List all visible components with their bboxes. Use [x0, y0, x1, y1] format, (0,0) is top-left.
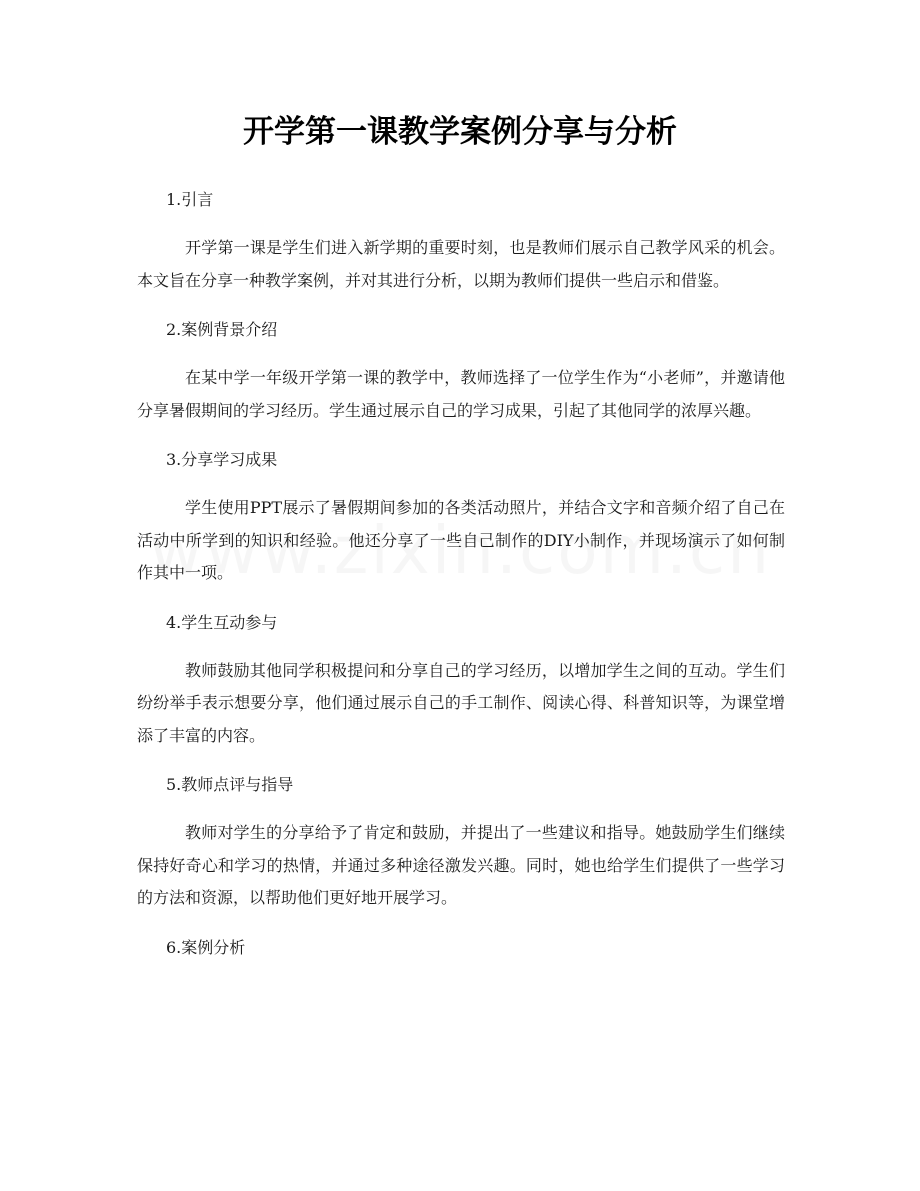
- section-paragraph-background: 在某中学一年级开学第一课的教学中，教师选择了一位学生作为“小老师”，并邀请他分享暑假期间的学习经历。学生通过展示自己的学习成果，引起了其他同学的浓厚兴趣。: [137, 368, 785, 420]
- page-title: 开学第一课教学案例分享与分析: [243, 114, 677, 150]
- section-heading-intro: 1.引言: [166, 190, 214, 209]
- section-heading-review: 5.教师点评与指导: [166, 775, 294, 794]
- document-body: [137, 184, 785, 964]
- section-paragraph-review: 教师对学生的分享给予了肯定和鼓励，并提出了一些建议和指导。她鼓励学生们继续保持好奇心和学习的热情，并通过多种途径激发兴趣。同时，她也给学生们提供了一些学习的方法和资源，以帮助他们更好地开展学习。: [137, 823, 785, 907]
- section-heading-analysis: 6.案例分析: [166, 937, 246, 957]
- section-paragraph-intro: 开学第一课是学生们进入新学期的重要时刻，也是教师们展示自己教学风采的机会。本文旨在分享一种教学案例，并对其进行分析，以期为教师们提供一些启示和借鉴。: [137, 238, 785, 290]
- section-heading-background: 2.案例背景介绍: [166, 320, 278, 339]
- section-heading-sharing: 3.分享学习成果: [166, 450, 278, 469]
- section-heading-interaction: 4.学生互动参与: [166, 612, 278, 632]
- section-paragraph-interaction: 教师鼓励其他同学积极提问和分享自己的学习经历，以增加学生之间的互动。学生们纷纷举手表示想要分享，他们通过展示自己的手工制作、阅读心得、科普知识等，为课堂增添了丰富的内容。: [137, 660, 785, 745]
- section-paragraph-sharing: 学生使用PPT展示了暑假期间参加的各类活动照片，并结合文字和音频介绍了自己在活动中所学到的知识和经验。他还分享了一些自己制作的DIY小制作，并现场演示了如何制作其中一项。: [137, 498, 785, 582]
